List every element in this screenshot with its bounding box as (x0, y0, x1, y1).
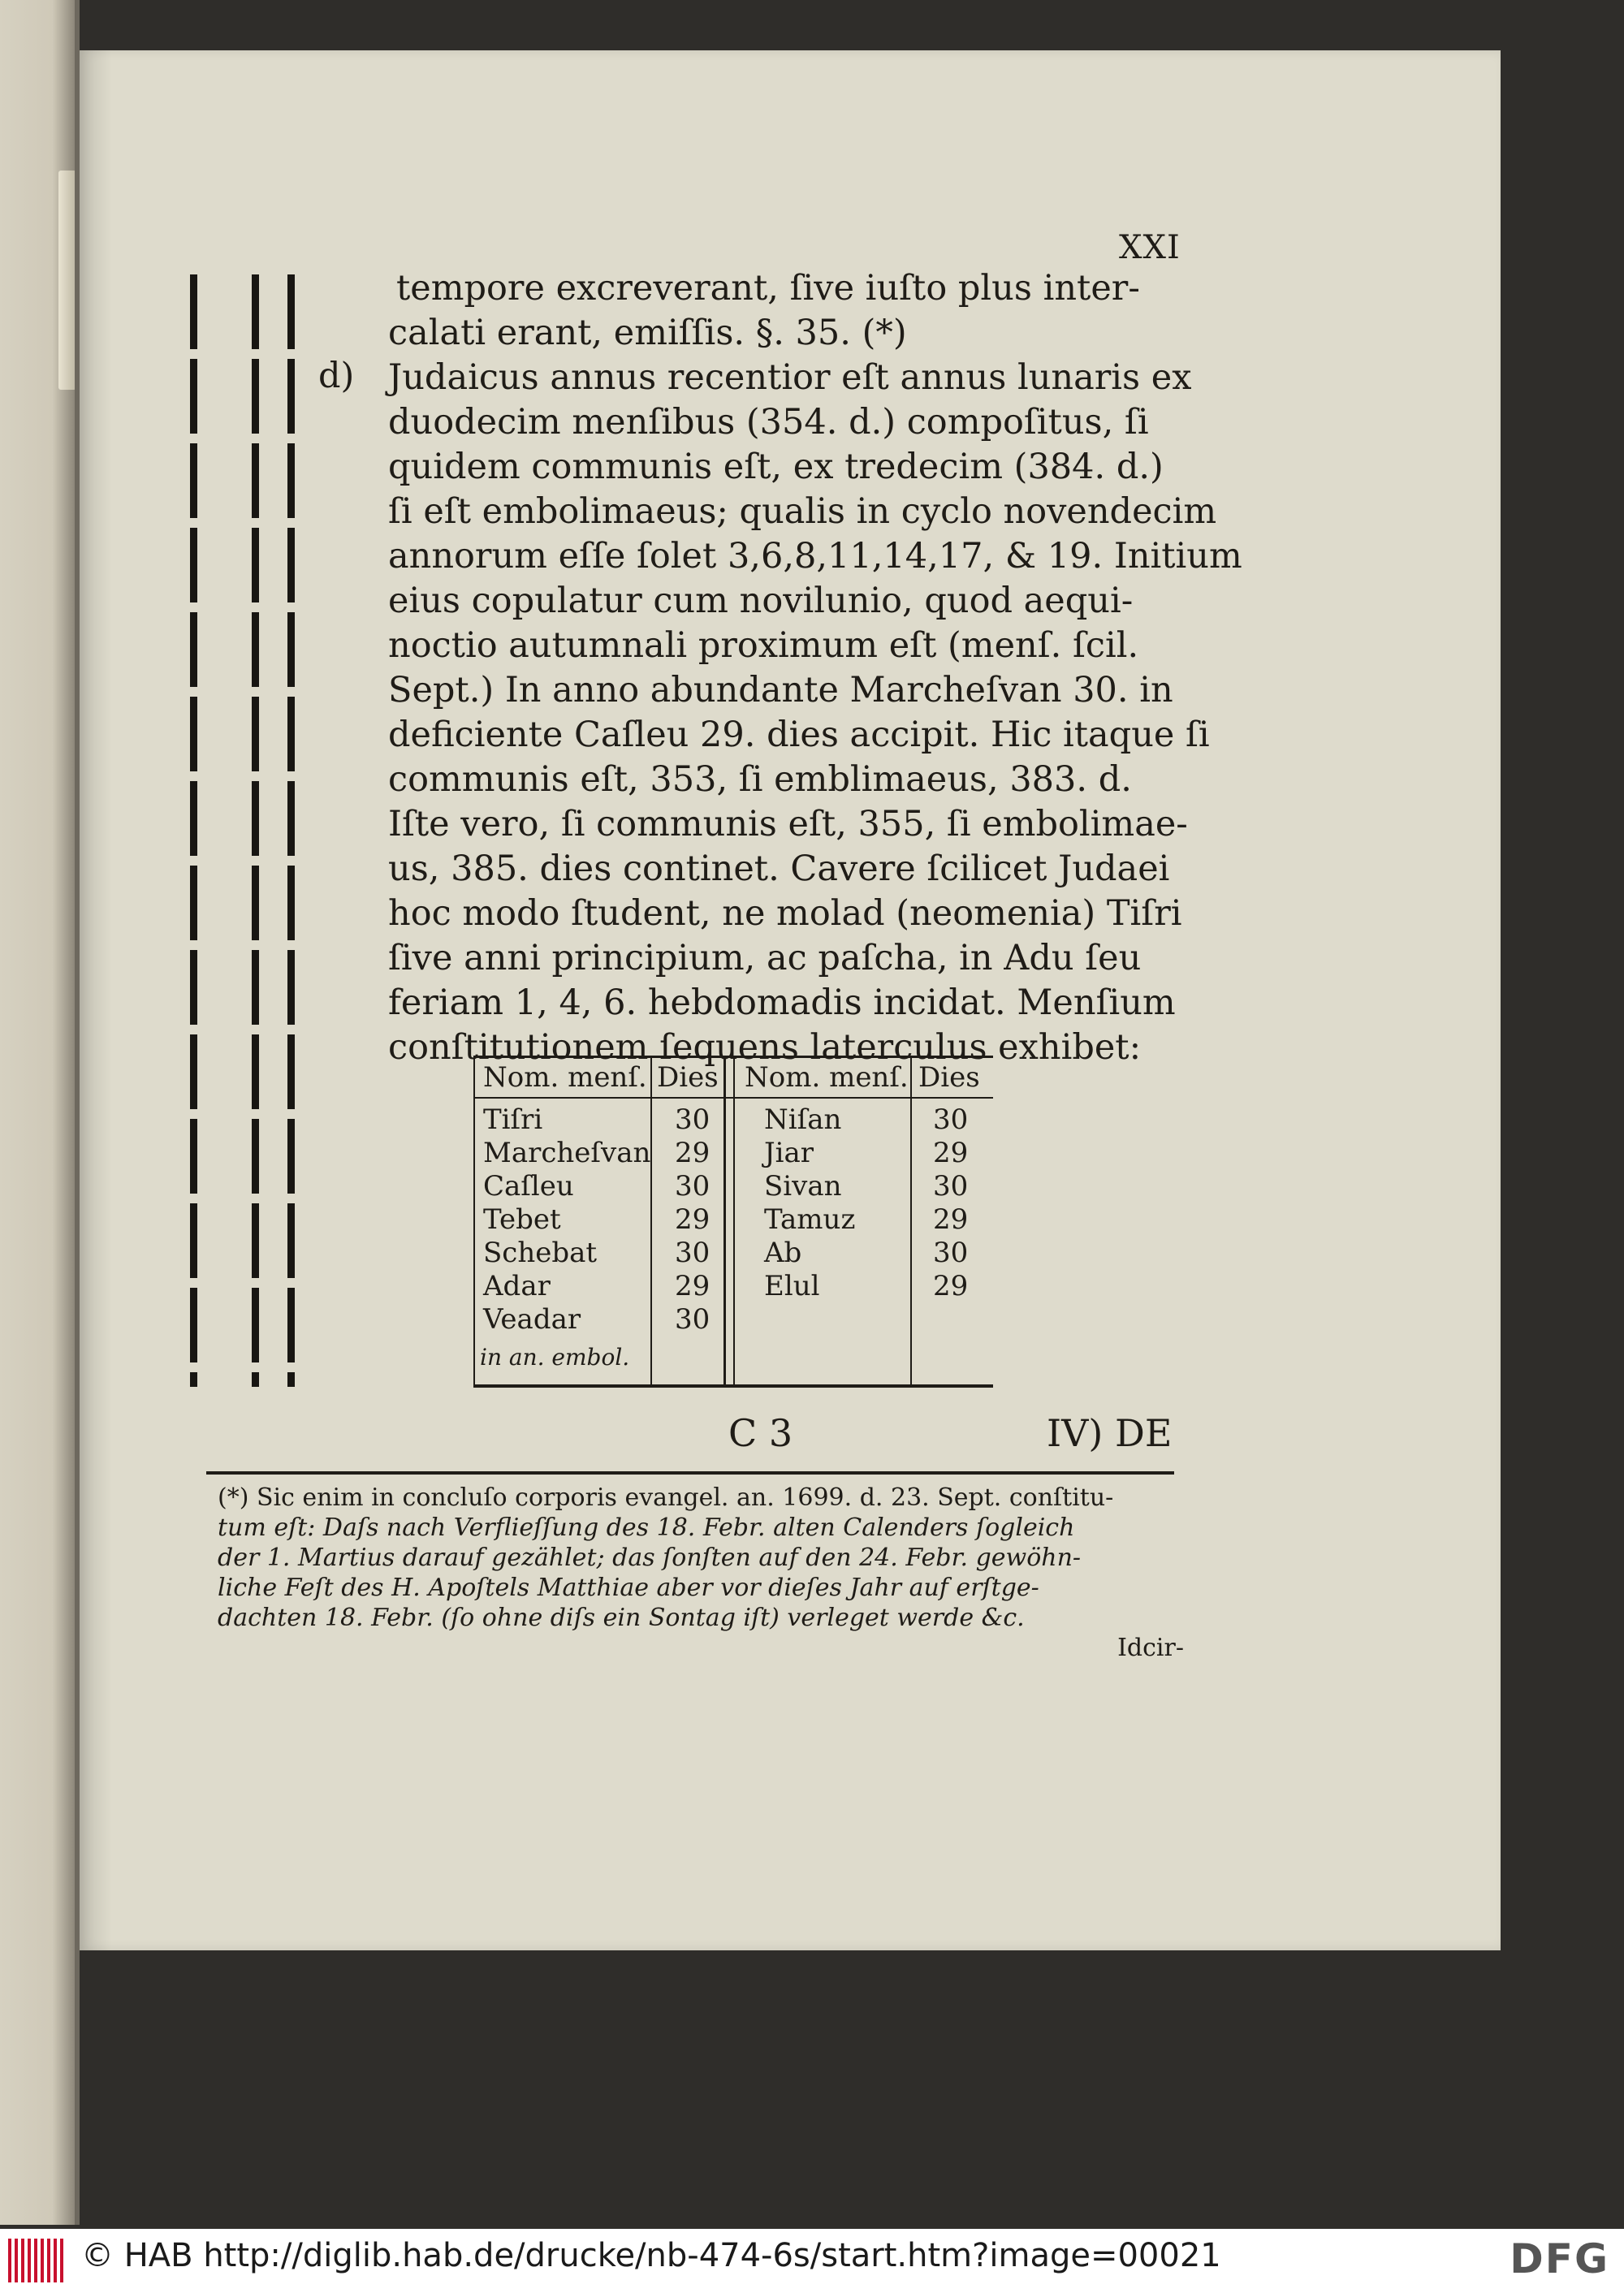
text-line: ſi eſt embolimaeus; qualis in cyclo novendecim (388, 491, 1217, 532)
month-days: 30 (933, 1103, 969, 1136)
month-days: 29 (933, 1270, 969, 1302)
month-name: Veadar (483, 1303, 581, 1336)
table-header: Nom. menſ. (483, 1061, 647, 1094)
main-text (388, 266, 1242, 1070)
month-days: 30 (675, 1170, 710, 1203)
month-name: Jiar (764, 1137, 814, 1169)
page-number: XXI (1119, 229, 1181, 266)
month-days: 29 (675, 1270, 710, 1302)
footnote-catchword: Idcir- (1117, 1634, 1184, 1662)
footnote-line: (*) Sic enim in concluſo corporis evangel. an. 1699. d. 23. Sept. conſtitu- (218, 1483, 1114, 1512)
month-days: 29 (933, 1137, 969, 1169)
copyright-link[interactable]: © HAB http://diglib.hab.de/drucke/nb-474-6s/start.htm?image=00021 (81, 2237, 1221, 2274)
footnote-line: dachten 18. Febr. (ſo ohne diſs ein Sontag iſt) verleget werde &c. (218, 1604, 1025, 1632)
month-name: Schebat (483, 1237, 598, 1269)
footnote-line: der 1. Martius darauf gezählet; das ſonſten auf den 24. Febr. gewöhn- (218, 1544, 1082, 1572)
month-name: Ab (764, 1237, 802, 1269)
text-line: noctio autumnali proximum eſt (menſ. ſcil. (388, 625, 1139, 666)
text-line: Sept.) In anno abundante Marcheſvan 30. in (388, 670, 1173, 710)
month-days: 30 (933, 1237, 969, 1269)
text-line: communis eſt, 353, ſi emblimaeus, 383. d. (388, 759, 1132, 800)
text-line: duodecim menſibus (354. d.) compoſitus, ſi (388, 402, 1149, 443)
text-line: deficiente Caſleu 29. dies accipit. Hic itaque ſi (388, 715, 1210, 755)
month-name: Tamuz (764, 1203, 856, 1236)
table-header: Nom. menſ. (745, 1061, 909, 1094)
bookmark-ribbon (58, 171, 76, 390)
month-name: Elul (764, 1270, 820, 1302)
month-days: 30 (675, 1103, 710, 1136)
month-days: 30 (675, 1303, 710, 1336)
text-line: quidem communis eſt, ex tredecim (384. d.) (388, 447, 1164, 487)
text-line: us, 385. dies continet. Cavere ſcilicet Judaei (388, 849, 1170, 889)
month-name: Marcheſvan (483, 1137, 651, 1169)
viewer-footer (0, 2229, 1624, 2293)
footnote-divider (206, 1471, 1174, 1475)
text-line: feriam 1, 4, 6. hebdomadis incidat. Menſium (388, 982, 1176, 1023)
month-days: 29 (675, 1137, 710, 1169)
catchword: IV) DE (1047, 1411, 1173, 1455)
text-line: eius copulatur cum novilunio, quod aequi- (388, 581, 1134, 621)
month-name: Sivan (764, 1170, 842, 1203)
item-marker: d) (318, 356, 355, 396)
text-line: Judaicus annus recentior eſt annus lunaris ex (388, 357, 1192, 398)
table-header: Dies (657, 1061, 719, 1094)
text-line: ſive anni principium, ac paſcha, in Adu ſeu (388, 938, 1142, 978)
month-note: in an. embol. (480, 1344, 630, 1371)
month-days: 30 (933, 1170, 969, 1203)
month-days: 29 (933, 1203, 969, 1236)
gutter-shadow (80, 50, 112, 1950)
footnote-line: tum eſt: Daſs nach Verflieſſung des 18. Febr. alten Calenders ſogleich (218, 1514, 1075, 1542)
month-days: 29 (675, 1203, 710, 1236)
month-name: Tiſri (483, 1103, 543, 1136)
dfg-logo: DFG (1510, 2235, 1609, 2282)
footnote-line: liche Feſt des H. Apoſtels Matthiae aber vor dieſes Jahr auf erſtge- (218, 1574, 1039, 1602)
text-line: annorum eſſe ſolet 3,6,8,11,14,17, & 19. Initium (388, 536, 1242, 576)
text-line: hoc modo ſtudent, ne molad (neomenia) Tiſri (388, 893, 1182, 934)
text-line: tempore excreverant, ſive iuſto plus inter- (396, 268, 1140, 309)
text-line: Iſte vero, ſi communis eſt, 355, ſi embolimae- (388, 804, 1188, 844)
calendar-table (473, 1056, 993, 1388)
text-line: conſtitutionem ſequens laterculus exhibet: (388, 1027, 1142, 1068)
text-line: calati erant, emiſſis. §. 35. (*) (388, 313, 907, 353)
month-name: Tebet (483, 1203, 561, 1236)
month-name: Niſan (764, 1103, 842, 1136)
month-name: Adar (483, 1270, 551, 1302)
barcode-icon (8, 2239, 65, 2282)
month-days: 30 (675, 1237, 710, 1269)
table-header: Dies (918, 1061, 980, 1094)
month-name: Caſleu (483, 1170, 574, 1203)
signature-mark: C 3 (728, 1411, 793, 1455)
footnote (218, 1483, 1184, 1663)
